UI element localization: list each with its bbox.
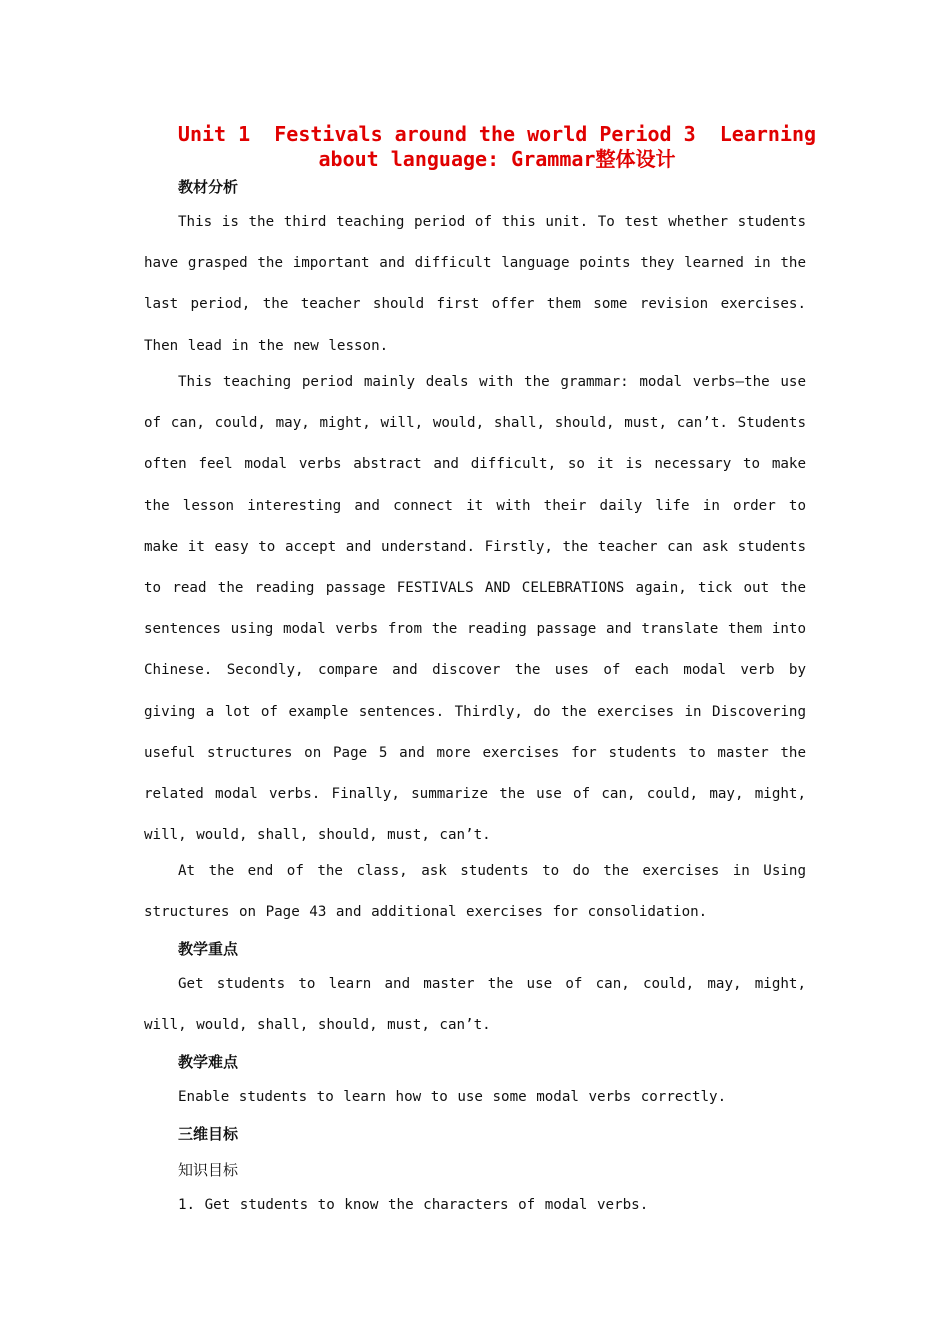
knowledge-objectives-label: 知识目标 xyxy=(178,1161,239,1179)
document-title xyxy=(144,122,850,172)
difficulties-paragraph: Enable students to learn how to use some modal verbs correctly. xyxy=(178,1089,727,1105)
analysis-heading: 教材分析 xyxy=(178,178,239,196)
title-line-1: Unit 1 Festivals around the world Period 3 Learning xyxy=(177,122,817,146)
difficulties-heading: 教学难点 xyxy=(178,1053,239,1071)
analysis-paragraph-2: This teaching period mainly deals with the grammar: modal verbs—the use of can, could, may, might, will, would, shall, should, must, can’t. Students often feel modal verbs abstract and difficult, so it is necessary to make the lesson interesting and connect it with their daily life in order to make it easy to accept and understand. Firstly, the teacher can ask students to read the reading passage FESTIVALS AND CELEBRATIONS again, tick out the sentences using modal verbs from the reading passage and translate them into Chinese. Secondly, compare and discover the uses of each modal verb by giving a lot of example sentences. Thirdly, do the exercises in Discovering useful structures on Page 5 and more exercises for students to master the related modal verbs. Finally, summarize the use of can, could, may, might, will, would, shall, should, must, can’t. xyxy=(144,374,806,844)
analysis-paragraph-3: At the end of the class, ask students to do the exercises in Using structures on Page 43 and additional exercises for consolidation. xyxy=(144,863,806,921)
title-line-2: about language: Grammar整体设计 xyxy=(318,147,676,171)
objectives-heading: 三维目标 xyxy=(178,1125,239,1143)
objective-item-1: 1. Get students to know the characters of modal verbs. xyxy=(178,1197,649,1213)
key-points-heading: 教学重点 xyxy=(178,940,239,958)
key-points-paragraph: Get students to learn and master the use of can, could, may, might, will, would, shall, should, must, can’t. xyxy=(144,976,806,1034)
analysis-paragraph-1: This is the third teaching period of this unit. To test whether students have grasped the important and difficult language points they learned in the last period, the teacher should first offer them some revision exercises. Then lead in the new lesson. xyxy=(144,214,806,354)
